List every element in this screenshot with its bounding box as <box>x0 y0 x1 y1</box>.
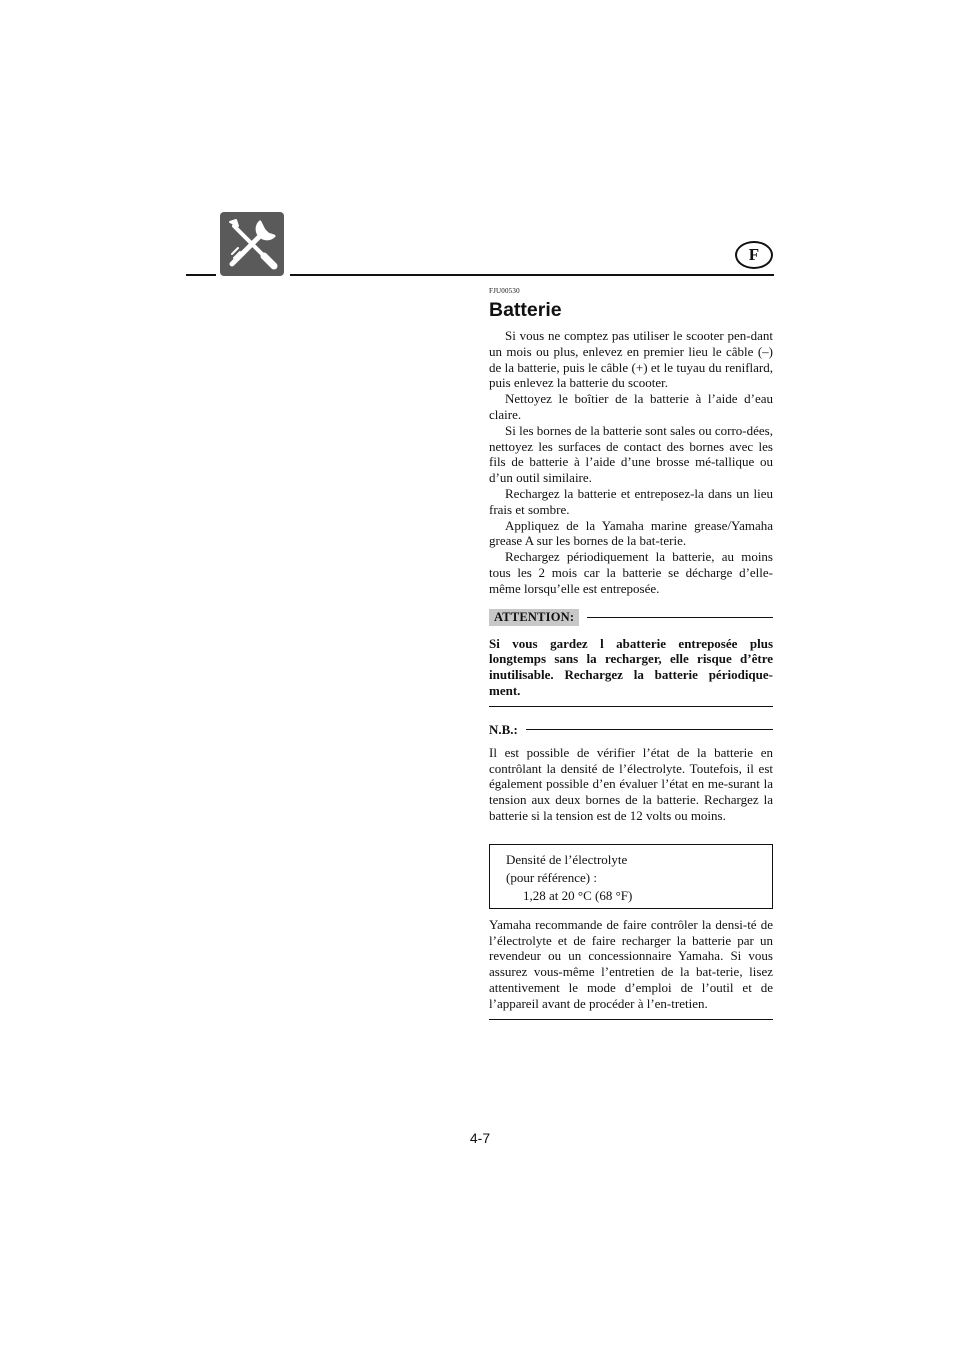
section-code: FJU00530 <box>489 287 520 295</box>
attention-label: ATTENTION: <box>489 609 579 626</box>
attention-bottom-rule <box>489 706 773 707</box>
battery-section <box>489 287 773 1020</box>
note-text: Il est possible de vérifier l’état de la batterie en contrôlant la densité de l’électrolyte. Toutefois, il est également possible d’en évaluer l’état en me-surant la tension aux deux bornes de la batterie. Rechargez la batterie si la tension est de 12 volts ou moins. <box>489 744 773 823</box>
closing-paragraph: Yamaha recommande de faire contrôler la densi-té de l’électrolyte et de faire recharger la batterie par un revendeur ou un concessionnaire Yamaha. Si vous assurez vous-même l’entretien de la bat-terie, lisez attentivement le mode d’emploi de l’outil et de l’appareil avant de procéder à l’en-tretien. <box>489 916 773 1011</box>
maintenance-tools-icon <box>220 212 284 276</box>
language-badge <box>735 241 773 269</box>
paragraph: Appliquez de la Yamaha marine grease/Yamaha grease A sur les bornes de la bat-terie. <box>489 517 773 549</box>
paragraph: Si les bornes de la batterie sont sales ou corro-dées, nettoyez les surfaces de contact des bornes avec les fils de batterie à l’aide d’une brosse mé-tallique ou d’un outil similaire. <box>489 422 773 486</box>
spec-line: (pour référence) : <box>506 869 597 885</box>
note-rule <box>526 729 773 730</box>
note-label: N.B.: <box>489 721 518 737</box>
paragraph: Nettoyez le boîtier de la batterie à l’aide d’eau claire. <box>489 391 773 422</box>
paragraph: Rechargez la batterie et entreposez-la dans un lieu frais et sombre. <box>489 485 773 517</box>
attention-header <box>489 609 773 626</box>
spec-line: Densité de l’électrolyte <box>506 851 628 867</box>
spec-value: 1,28 at 20 °C (68 °F) <box>523 887 633 903</box>
attention-text: Si vous gardez l abatterie entreposée plus longtemps sans la recharger, elle risque d’être inutilisable. Rechargez la batterie périodique-ment. <box>489 635 773 698</box>
paragraph: Rechargez périodiquement la batterie, au moins tous les 2 mois car la batterie se décharge d’elle-même lorsqu’elle est entreposée. <box>489 549 773 596</box>
page-number: 4-7 <box>469 1130 491 1146</box>
section-bottom-rule <box>489 1019 773 1020</box>
spec-box <box>489 844 773 909</box>
header-rule-left <box>186 274 216 276</box>
note-header <box>489 722 773 738</box>
header-rule-right <box>290 274 774 276</box>
section-title: Batterie <box>489 299 562 321</box>
language-letter: F <box>748 245 760 264</box>
paragraph: Si vous ne comptez pas utiliser le scooter pen-dant un mois ou plus, enlevez en premier lieu le câble (–) de la batterie, puis le câble (+) et le tuyau du reniflard, puis enlevez la batterie du scooter. <box>489 328 773 391</box>
attention-rule <box>587 617 773 618</box>
